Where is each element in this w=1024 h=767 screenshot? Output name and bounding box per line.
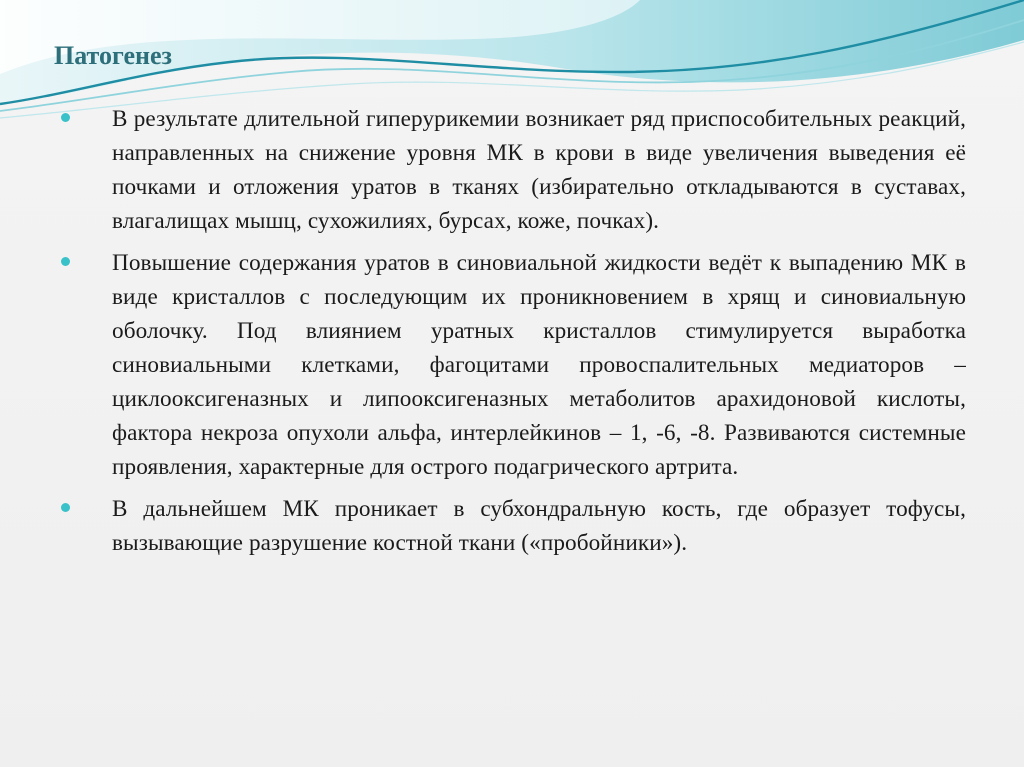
bullet-item — [60, 246, 966, 484]
bullet-list — [60, 102, 966, 568]
bullet-text: В дальнейшем МК проникает в субхондральную кость, где образует тофусы, вызывающие разрушение костной ткани («пробойники»). — [112, 496, 966, 556]
bullet-icon — [61, 113, 70, 122]
bullet-text: В результате длительной гиперурикемии возникает ряд приспособительных реакций, направленных на снижение уровня МК в крови в виде увеличения выведения её почками и отложения уратов в тканях (избирательно откладываются в суставах, влагалищах мышц, сухожилиях, бурсах, коже, почках). — [112, 106, 966, 234]
bullet-icon — [61, 257, 70, 266]
bullet-item — [60, 492, 966, 560]
bullet-text: Повышение содержания уратов в синовиальной жидкости ведёт к выпадению МК в виде кристаллов с последующим их проникновением в хрящ и синовиальную оболочку. Под влиянием уратных кристаллов стимулируется выработка синовиальными клетками, фагоцитами провоспалительных медиаторов – циклооксигеназных и липооксигеназных метаболитов арахидоновой кислоты, фактора некроза опухоли альфа, интерлейкинов – 1, -6, -8. Развиваются системные проявления, характерные для острого подагрического артрита. — [112, 250, 966, 480]
bullet-item — [60, 102, 966, 238]
slide-title: Патогенез — [54, 41, 172, 70]
bullet-icon — [61, 503, 70, 512]
